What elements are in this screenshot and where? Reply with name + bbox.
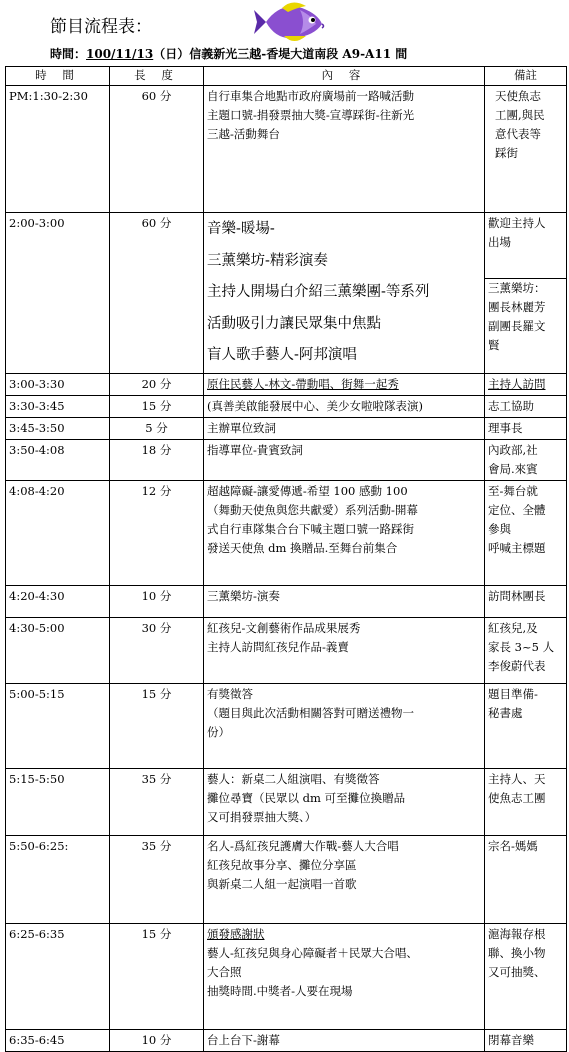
- content-line: 超越障礙-讓愛傳遞-希望 100 感動 100: [207, 483, 408, 498]
- content-line: 與新桌二人組一起演唱一首歌: [207, 876, 357, 891]
- table-header-row: [6, 67, 567, 86]
- cell-length: 20 分: [110, 373, 204, 395]
- content-line: 式自行車隊集合台下喊主題口號一路踩街: [207, 521, 414, 536]
- content-line: 主持人訪問紅孩兒作品-義賣: [207, 639, 349, 654]
- cell-length: 10 分: [110, 585, 204, 617]
- remark-line: 秘書處: [488, 705, 523, 720]
- table-row: [6, 439, 567, 480]
- cell-time: 5:50-6:25:: [6, 835, 110, 923]
- cell-remark: [485, 683, 567, 768]
- column-header-length: 長 度: [110, 67, 204, 86]
- cell-remark: [485, 1029, 567, 1051]
- cell-time: 3:30-3:45: [6, 395, 110, 417]
- cell-content: [204, 923, 485, 1029]
- cell-time: 4:30-5:00: [6, 617, 110, 683]
- cell-length: 10 分: [110, 1029, 204, 1051]
- remark-line: 踩街: [495, 146, 518, 160]
- remark-subsection: [485, 278, 566, 355]
- table-row: [6, 835, 567, 923]
- cell-content: [204, 585, 485, 617]
- content-line: 藝人：新桌二人組演唱、有獎徵答: [207, 771, 380, 786]
- remark-line: 定位、全體: [488, 502, 546, 517]
- table-row: [6, 585, 567, 617]
- remark-line: 家長 3~5 人: [488, 639, 555, 654]
- cell-remark: [485, 86, 567, 213]
- cell-length: 18 分: [110, 439, 204, 480]
- event-date: 100/11/13: [86, 47, 154, 61]
- cell-time: 2:00-3:00: [6, 213, 110, 374]
- remark-line: 副團長羅文: [488, 319, 546, 333]
- cell-content: [204, 395, 485, 417]
- cell-content: [204, 480, 485, 585]
- remark-line: 出場: [488, 235, 511, 249]
- remark-line: 志工協助: [488, 398, 534, 413]
- remark-line: 主持人訪問: [488, 376, 546, 391]
- content-line: 三越-活動舞台: [207, 127, 280, 141]
- time-label: 時間：: [50, 47, 87, 61]
- program-schedule-table: [5, 66, 567, 1052]
- column-header-remark: 備註: [485, 67, 567, 86]
- event-location: 信義新光三越-香堤大道南段 A9-A11 間: [189, 47, 408, 61]
- table-row: [6, 683, 567, 768]
- cell-remark: [485, 417, 567, 439]
- remark-line: 會局.來賓: [488, 461, 538, 476]
- cell-remark: [485, 480, 567, 585]
- table-row: [6, 373, 567, 395]
- page-title: 節目流程表：: [50, 17, 152, 37]
- content-line: 有獎徵答: [207, 686, 253, 701]
- cell-length: 15 分: [110, 923, 204, 1029]
- content-line: 音樂-暖場-: [207, 221, 275, 237]
- content-line: 紅孩兒-文創藝術作品成果展秀: [207, 620, 361, 635]
- content-line: 抽獎時間.中獎者-人要在現場: [207, 983, 353, 998]
- remark-line: 使魚志工團: [488, 790, 546, 805]
- remark-line: 李俊蔚代表: [488, 658, 546, 673]
- remark-line: 滬海報存根: [488, 926, 546, 941]
- cell-length: 60 分: [110, 86, 204, 213]
- remark-line: 團長林麗芳: [488, 300, 546, 314]
- event-time-location: [50, 45, 407, 62]
- cell-length: 60 分: [110, 213, 204, 374]
- cell-remark: [485, 395, 567, 417]
- content-line: 主辦單位致詞: [207, 420, 276, 435]
- cell-remark: [485, 768, 567, 835]
- cell-length: 15 分: [110, 683, 204, 768]
- cell-time: 3:45-3:50: [6, 417, 110, 439]
- content-line: 又可捐發票抽大獎、）: [207, 809, 317, 824]
- remark-line: 訪問林團長: [488, 588, 546, 603]
- cell-time: 6:25-6:35: [6, 923, 110, 1029]
- cell-content: [204, 617, 485, 683]
- table-row: [6, 86, 567, 213]
- content-line: (真善美啟能發展中心、美少女啦啦隊表演): [207, 398, 423, 413]
- content-line: 三薰樂坊-精彩演奏: [207, 252, 328, 269]
- remark-line: 工團,與民: [495, 108, 545, 122]
- cell-time: 3:50-4:08: [6, 439, 110, 480]
- remark-line: 天使魚志: [495, 89, 541, 103]
- cell-content: [204, 768, 485, 835]
- table-row: [6, 480, 567, 585]
- column-header-content: 內 容: [204, 67, 485, 86]
- cell-time: PM:1:30-2:30: [6, 86, 110, 213]
- content-line: 盲人歌手藝人-阿邦演唱: [207, 347, 357, 363]
- table-row: [6, 768, 567, 835]
- cell-length: 15 分: [110, 395, 204, 417]
- content-line: 活動吸引力讓民眾集中焦點: [207, 315, 381, 332]
- content-line: 大合照: [207, 964, 242, 979]
- cell-length: 30 分: [110, 617, 204, 683]
- remark-line: 聯、換小物: [488, 945, 546, 960]
- cell-remark: [485, 213, 567, 374]
- content-line: 份）: [207, 724, 230, 739]
- remark-line: 內政部,社: [488, 442, 538, 457]
- remark-line: 理事長: [488, 420, 523, 435]
- content-line: 台上台下-謝幕: [207, 1032, 280, 1047]
- cell-length: 35 分: [110, 768, 204, 835]
- content-line: 自行車集合地點市政府廣場前一路喊活動: [207, 89, 414, 103]
- cell-time: 4:08-4:20: [6, 480, 110, 585]
- cell-time: 5:00-5:15: [6, 683, 110, 768]
- cell-time: 6:35-6:45: [6, 1029, 110, 1051]
- remark-line: 賢: [488, 338, 500, 352]
- remark-line: 至-舞台就: [488, 483, 538, 498]
- column-header-time: 時 間: [6, 67, 110, 86]
- content-line: 三薰樂坊-演奏: [207, 588, 280, 603]
- cell-remark: [485, 439, 567, 480]
- content-line: 主題口號-捐發票抽大獎-宣導踩街-往新光: [207, 108, 415, 122]
- table-row: [6, 1029, 567, 1051]
- cell-length: 35 分: [110, 835, 204, 923]
- remark-line: 又可抽獎、: [488, 964, 546, 979]
- content-line: 頒發感謝狀: [207, 926, 265, 941]
- cell-content: [204, 417, 485, 439]
- content-line: 原住民藝人-林文-帶動唱、街舞一起秀: [207, 376, 399, 391]
- angelfish-icon: [252, 0, 330, 44]
- cell-length: 12 分: [110, 480, 204, 585]
- cell-time: 5:15-5:50: [6, 768, 110, 835]
- content-line: 名人-爲紅孩兒護膚大作戰-藝人大合唱: [207, 838, 399, 853]
- remark-line: 題目準備-: [488, 686, 538, 701]
- table-row: [6, 923, 567, 1029]
- remark-line: 宗名-媽媽: [488, 838, 538, 853]
- content-line: 攤位尋寶（民眾以 dm 可至攤位換贈品: [207, 790, 406, 805]
- table-row: [6, 417, 567, 439]
- remark-line: 主持人、天: [488, 771, 546, 786]
- table-row: [6, 617, 567, 683]
- content-line: 指導單位-貴賓致詞: [207, 442, 303, 457]
- remark-line: 歡迎主持人: [488, 216, 546, 230]
- cell-remark: [485, 617, 567, 683]
- content-line: 主持人開場白介紹三薰樂團-等系列: [207, 284, 430, 300]
- cell-content: [204, 373, 485, 395]
- table-row: [6, 395, 567, 417]
- table-row: [6, 213, 567, 374]
- cell-remark: [485, 923, 567, 1029]
- cell-remark: [485, 373, 567, 395]
- content-line: （題目與此次活動相關答對可贈送禮物一: [207, 705, 414, 720]
- cell-remark: [485, 585, 567, 617]
- cell-content: [204, 1029, 485, 1051]
- cell-content: [204, 683, 485, 768]
- remark-line: 參與: [488, 521, 511, 536]
- content-line: （舞動天使魚與您共獻愛）系列活動-開幕: [207, 502, 418, 517]
- remark-line: 閉幕音樂: [488, 1032, 534, 1047]
- content-line: 發送天使魚 dm 換贈品.至舞台前集合: [207, 540, 398, 555]
- remark-line: 三薰樂坊：: [488, 281, 546, 295]
- cell-content: [204, 213, 485, 374]
- cell-time: 4:20-4:30: [6, 585, 110, 617]
- content-line: 藝人-紅孩兒與身心障礙者＋民眾大合唱、: [207, 945, 418, 960]
- cell-content: [204, 439, 485, 480]
- event-weekday: （日）: [153, 47, 190, 61]
- cell-content: [204, 835, 485, 923]
- cell-time: 3:00-3:30: [6, 373, 110, 395]
- content-line: 紅孩兒故事分享、攤位分享區: [207, 857, 357, 872]
- remark-line: 意代表等: [495, 127, 541, 141]
- remark-line: 紅孩兒,及: [488, 620, 538, 635]
- remark-line: 呼喊主標題: [488, 540, 546, 555]
- cell-content: [204, 86, 485, 213]
- cell-length: 5 分: [110, 417, 204, 439]
- cell-remark: [485, 835, 567, 923]
